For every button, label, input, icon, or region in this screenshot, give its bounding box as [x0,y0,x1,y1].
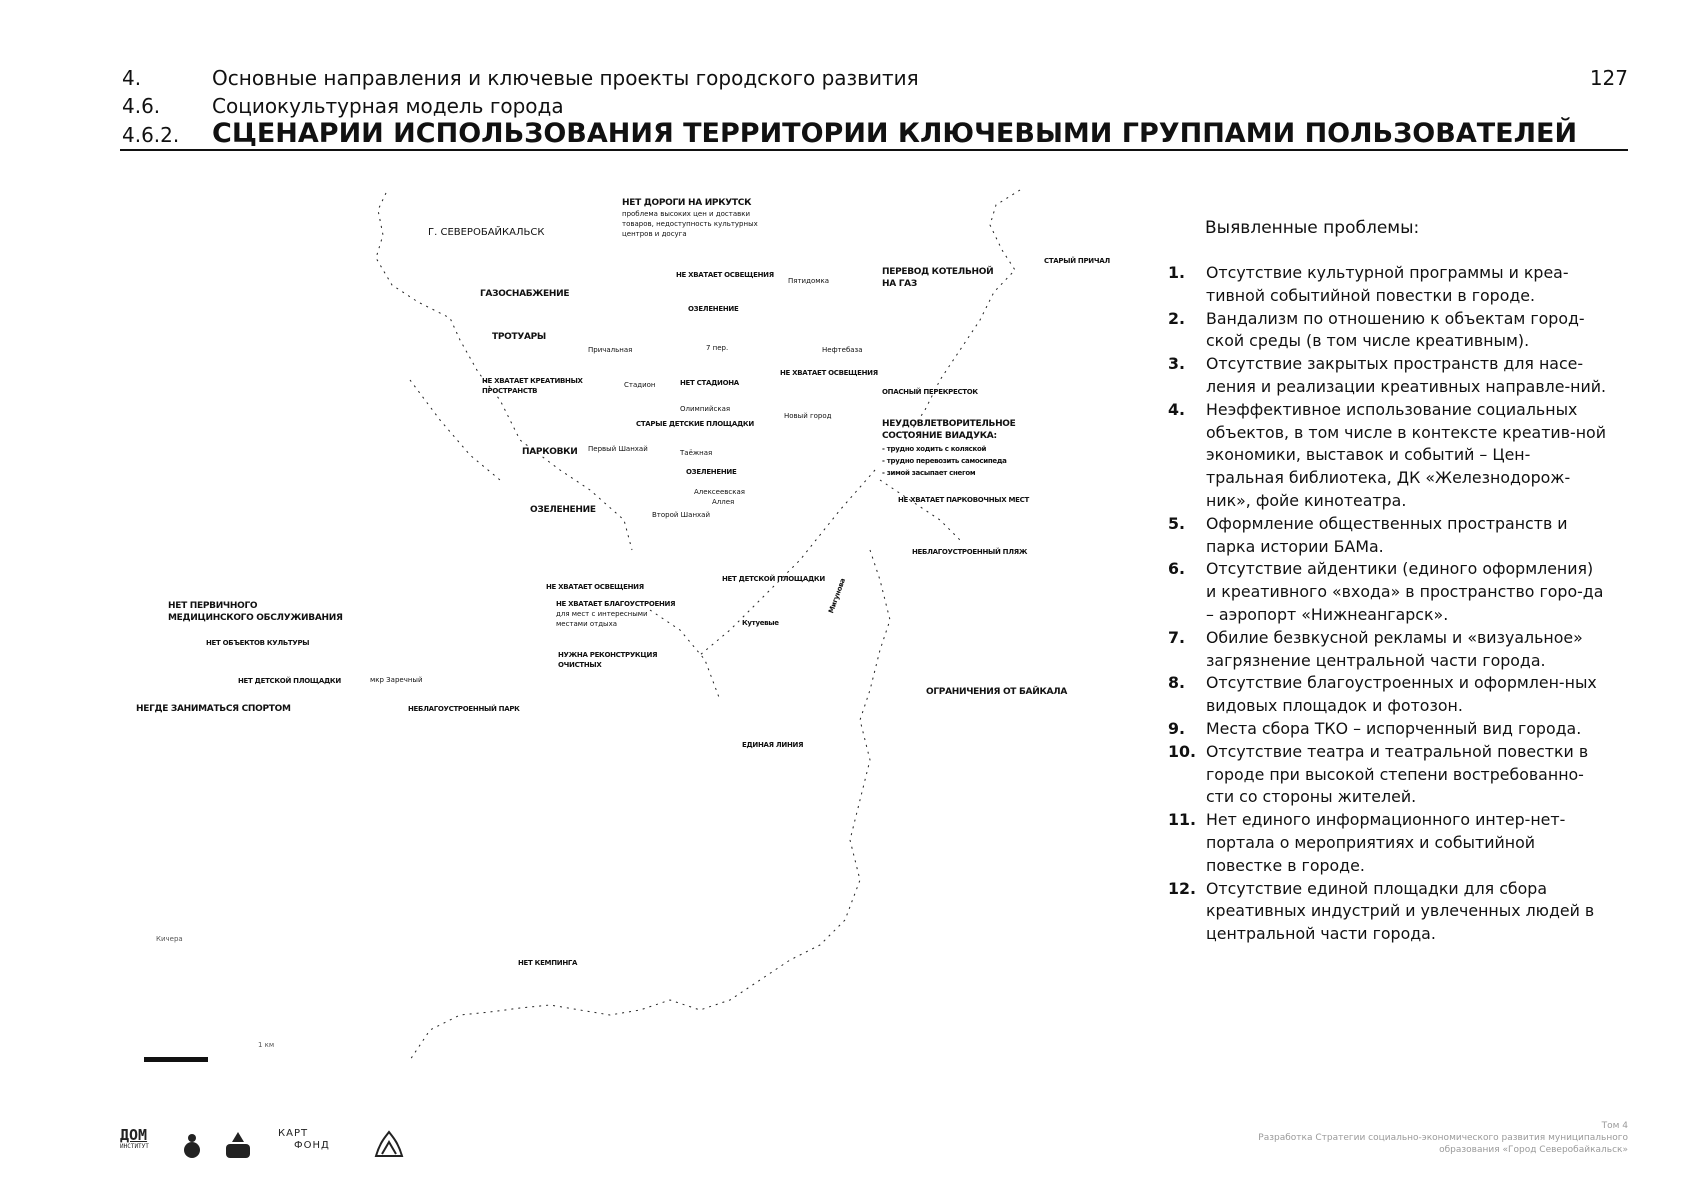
issue-boiler-line2: НА ГАЗ [882,279,917,289]
issue-no-lighting: НЕ ХВАТАЕТ ОСВЕЩЕНИЯ [780,369,878,377]
issue-unimproved-park: НЕБЛАГОУСТРОЕННЫЙ ПАРК [408,705,520,713]
section-title: Основные направления и ключевые проекты городского развития [212,66,919,90]
issue-viaduct-line5: - зимой засыпает снегом [882,469,976,477]
problem-number: 1. [1168,263,1185,282]
issue-parking: ПАРКОВКИ [522,447,578,457]
issue-gas: ГАЗОСНАБЖЕНИЕ [480,289,570,299]
problem-text: Отсутствие театра и театральной повестки в городе при высокой степени востребованно-сти со стороны жителей. [1206,741,1589,807]
issue-boiler-line1: ПЕРЕВОД КОТЕЛЬНОЙ [882,267,994,277]
issue-no-lighting: НЕ ХВАТАЕТ ОСВЕЩЕНИЯ [676,271,774,279]
footer-logos [120,1128,420,1164]
place-label: Кичера [156,935,183,943]
district-label: Нефтебаза [822,346,863,354]
issue-reconstruct-line2: ОЧИСТНЫХ [558,661,602,669]
issue-no-kids-playground: НЕТ ДЕТСКОЙ ПЛОЩАДКИ [722,575,825,583]
district-label: Причальная [588,346,633,354]
problems-list [1168,262,1608,946]
street-label: Мигунова [827,577,848,615]
district-label: 7 пер. [706,344,729,352]
issue-no-culture: НЕТ ОБЪЕКТОВ КУЛЬТУРЫ [206,639,310,647]
place-label: СТАРЫЙ ПРИЧАЛ [1044,257,1110,265]
issue-greening: ОЗЕЛЕНЕНИЕ [688,305,739,313]
problem-item [1168,741,1608,809]
problem-text: Отсутствие закрытых пространств для насе-ления и реализации креативных направле-ний. [1206,354,1607,396]
problem-text: Места сбора ТКО – испорченный вид города. [1206,718,1582,738]
section-title: Социокультурная модель города [212,94,564,118]
problem-text: Оформление общественных пространств и парка истории БАМа. [1206,513,1568,556]
issue-unimproved-beach: НЕБЛАГОУСТРОЕННЫЙ ПЛЯЖ [912,548,1028,556]
problem-item [1168,809,1608,877]
issue-viaduct-line3: - трудно ходить с коляской [882,445,987,453]
issue-no-parking: НЕ ХВАТАЕТ ПАРКОВОЧНЫХ МЕСТ [898,496,1029,504]
problem-number: 3. [1168,354,1185,374]
page-title-text: СЦЕНАРИИ ИСПОЛЬЗОВАНИЯ ТЕРРИТОРИИ КЛЮЧЕВЫМИ ГРУППАМИ ПОЛЬЗОВАТЕЛЕЙ [212,118,1578,149]
problem-item [1168,262,1608,308]
problem-number: 8. [1168,673,1185,693]
issue-greening: ОЗЕЛЕНЕНИЕ [530,505,596,515]
scale-bar [144,1057,208,1062]
problem-item [1168,399,1608,513]
bird-emblem-icon [372,1128,406,1162]
problem-text: Отсутствие благоустроенных и оформлен-ных видовых площадок и фотозон. [1206,673,1597,716]
footer-caption: Том 4 Разработка Стратегии социально-экономического развития муниципального образования «Город Северобайкальск» [1258,1121,1628,1155]
problem-text: Отсутствие единой площадки для сбора креативных индустрий и увлеченных людей в центральной части города. [1206,878,1595,944]
kartfond-logo: КАРТ ФОНД [278,1128,330,1151]
issue-no-creative-line2: ПРОСТРАНСТВ [482,387,538,395]
problem-number: 4. [1168,399,1185,419]
issue-greening: ОЗЕЛЕНЕНИЕ [686,468,737,476]
problem-text: Отсутствие айдентики (единого оформления) и креативного «входа» в пространство горо-да – аэропорт «Нижнеангарск». [1206,559,1604,624]
issue-improvement-line1: НЕ ХВАТАЕТ БЛАГОУСТРОЕНИЯ [556,600,676,608]
problem-text: Отсутствие культурной программы и креа-тивной событийной повестки в городе. [1206,263,1569,305]
issue-no-medical-line1: НЕТ ПЕРВИЧНОГО [168,601,258,611]
problem-text: Нет единого информационного интер-нет-портала о мероприятиях и событийной повестке в городе. [1206,810,1566,875]
problem-item [1168,627,1608,673]
problem-item [1168,878,1608,946]
district-label: Таёжная [680,449,713,457]
issue-no-road-line1: проблема высоких цен и доставки [622,210,751,218]
issue-single-line: ЕДИНАЯ ЛИНИЯ [742,741,804,749]
district-label: Аллея [712,498,735,506]
issue-no-road-line3: центров и досуга [622,230,687,238]
district-label: мкр Заречный [370,676,423,684]
problem-item [1168,308,1608,354]
issue-viaduct-line1: НЕУДОВЛЕТВОРИТЕЛЬНОЕ [882,419,1016,429]
problem-item [1168,672,1608,718]
issue-improvement-line3: местами отдыха [556,620,618,628]
problem-text: Вандализм по отношению к объектам город-ской среды (в том числе креативным). [1206,308,1585,351]
problem-item [1168,353,1608,399]
district-label: Первый Шанхай [588,445,648,453]
north-boundary-line [905,190,1020,440]
west-boundary-line [376,193,632,550]
issue-no-lighting: НЕ ХВАТАЕТ ОСВЕЩЕНИЯ [546,583,644,591]
issue-baikal-limits: ОГРАНИЧЕНИЯ ОТ БАЙКАЛА [926,687,1068,697]
section-number: 4.6.2. [122,123,180,147]
shoreline-line [410,550,890,1060]
issue-no-road-title: НЕТ ДОРОГИ НА ИРКУТСК [622,198,752,208]
section-number: 4. [122,66,142,90]
issue-dangerous-crossing: ОПАСНЫЙ ПЕРЕКРЕСТОК [882,388,978,396]
issue-no-sport: НЕГДЕ ЗАНИМАТЬСЯ СПОРТОМ [136,704,291,714]
issue-sidewalks: ТРОТУАРЫ [492,332,546,342]
district-label: Второй Шанхай [652,511,710,519]
district-label: Новый город [784,412,832,420]
issue-no-camping: НЕТ КЕМПИНГА [518,959,578,967]
district-label: Алексеевская [694,488,745,496]
district-label: Стадион [624,381,656,389]
issue-no-medical-line2: МЕДИЦИНСКОГО ОБСЛУЖИВАНИЯ [168,613,343,623]
issue-viaduct-line4: - трудно перевозить самосипеда [882,457,1007,465]
city-label: Г. СЕВЕРОБАЙКАЛЬСК [428,227,545,238]
problem-number: 11. [1168,810,1196,830]
issue-viaduct-line2: СОСТОЯНИЕ ВИАДУКА: [882,431,997,441]
issue-no-creative-line1: НЕ ХВАТАЕТ КРЕАТИВНЫХ [482,377,583,385]
problem-number: 5. [1168,513,1185,533]
problem-number: 7. [1168,627,1185,647]
coat-of-arms-icon [180,1128,204,1162]
problem-number: 6. [1168,559,1185,579]
problem-number: 10. [1168,741,1196,761]
issue-no-kids-playground: НЕТ ДЕТСКОЙ ПЛОЩАДКИ [238,677,341,685]
district-label: Олимпийская [680,405,731,413]
issue-reconstruct-line1: НУЖНА РЕКОНСТРУКЦИЯ [558,651,658,659]
problem-item [1168,718,1608,741]
district-label: Пятидомка [788,277,830,285]
problem-item [1168,513,1608,559]
problem-number: 9. [1168,718,1185,738]
issue-old-playgrounds: СТАРЫЕ ДЕТСКИЕ ПЛОЩАДКИ [636,420,754,428]
section-number: 4.6. [122,94,161,118]
issue-no-stadium: НЕТ СТАДИОНА [680,379,739,387]
dom-logo: ДОМ ИНСТИТУТ [120,1126,149,1150]
scale-label: 1 км [258,1041,275,1049]
problem-number: 2. [1168,308,1185,328]
problem-item [1168,558,1608,626]
problems-title: Выявленные проблемы: [1205,218,1420,238]
problem-text: Обилие безвкусной рекламы и «визуальное» загрязнение центральной части города. [1206,627,1583,670]
district-label: Кутуевые [742,619,779,627]
problem-number: 12. [1168,878,1196,898]
region-emblem-icon [224,1128,252,1162]
river-line [650,610,720,700]
east-road-line [880,480,960,540]
issue-no-road-line2: товаров, недоступность культурных [622,220,758,228]
issue-improvement-line2: для мест с интересными [556,610,648,618]
problem-text: Неэффективное использование социальных объектов, в том числе в контексте креатив-ной экономики, выставок и событий – Цен-тральная библиотека, ДК «Железнодорож-ник», фойе кинотеатра. [1206,399,1606,510]
page-number: 127 [1589,66,1628,90]
